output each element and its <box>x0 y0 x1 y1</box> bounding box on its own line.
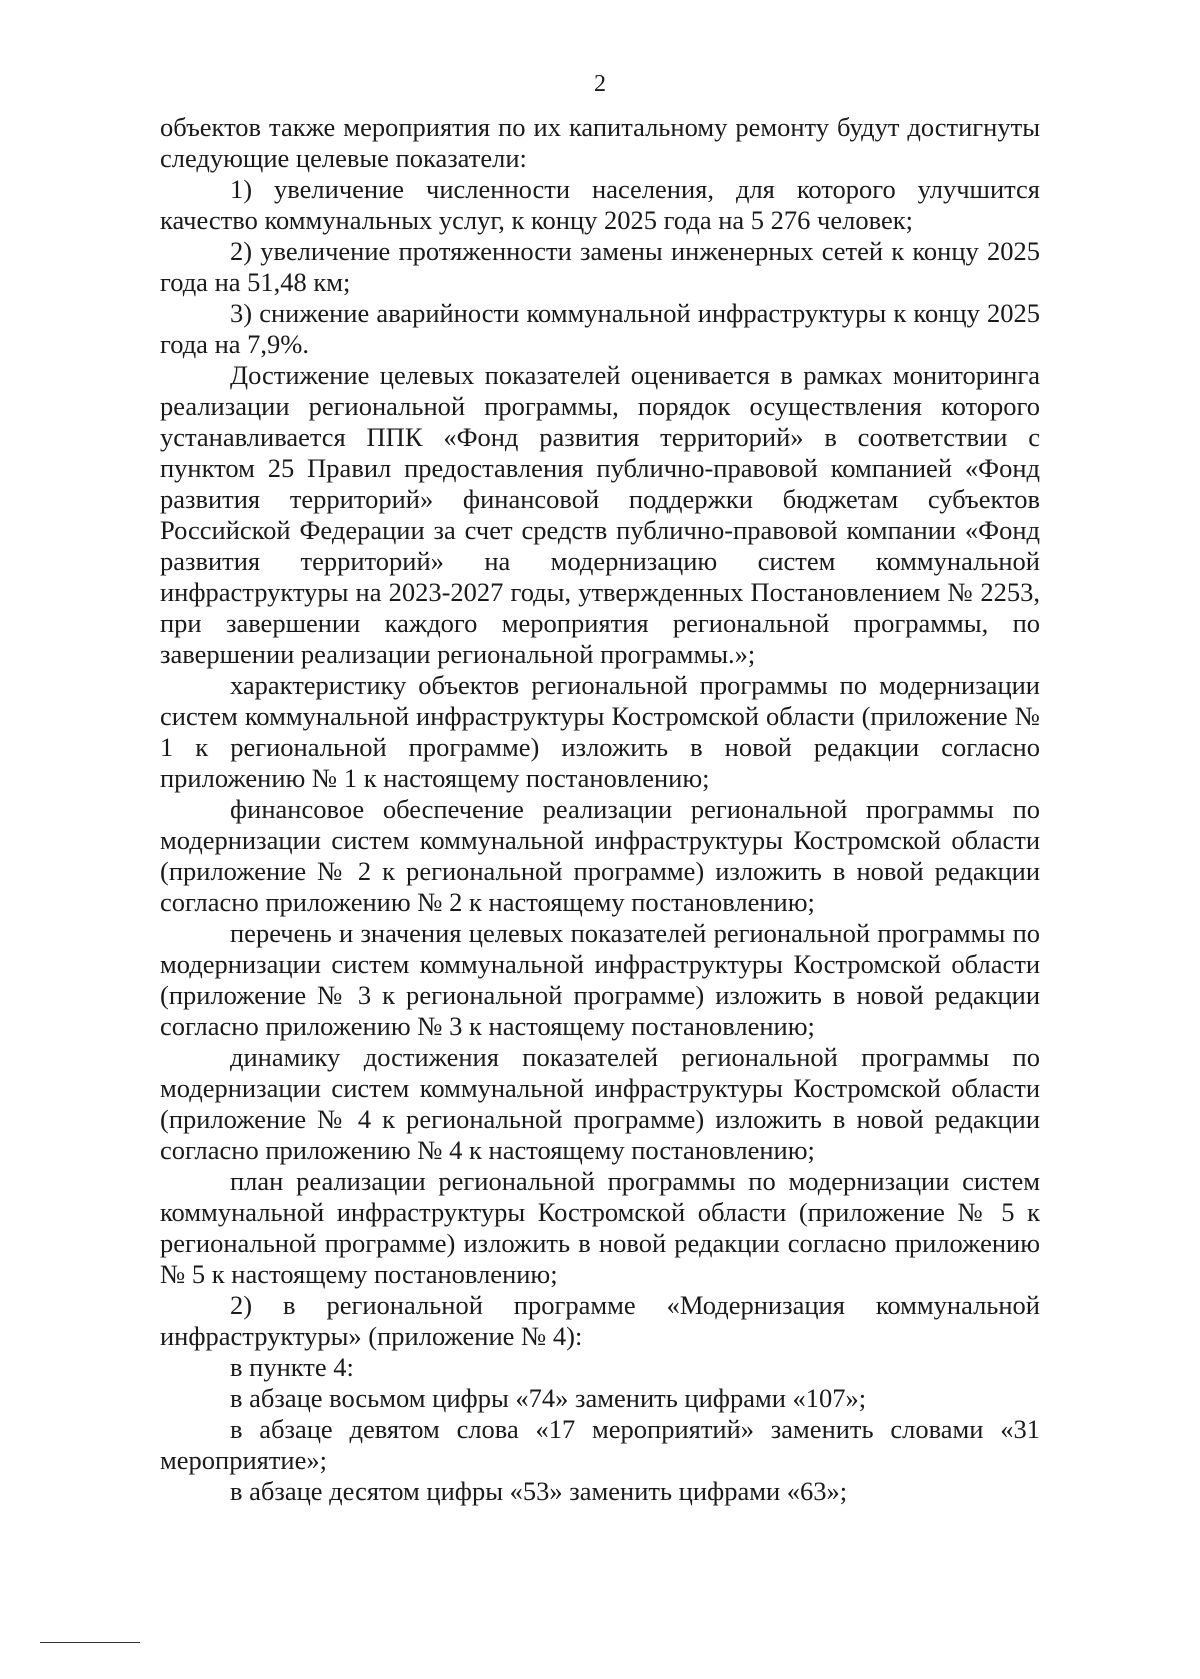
paragraph-point-4: в пункте 4: <box>230 1352 354 1382</box>
footer-divider <box>40 1642 140 1643</box>
page-number: 2 <box>594 71 606 97</box>
paragraph-abzac-9: в абзаце девятом слова «17 мероприятий» заменить словами «31 мероприятие»; <box>160 1414 1040 1475</box>
paragraph-appendix-3: перечень и значения целевых показателей региональной программы по модернизации систем коммунальной инфраструктуры Костромской области (приложение № 3 к региональной программе) изложить в новой редакции согласно приложению № 3 к настоящему постановлению; <box>160 918 1040 1041</box>
paragraph-program-modernization: 2) в региональной программе «Модернизация коммунальной инфраструктуры» (приложение № 4): <box>160 1290 1040 1351</box>
document-body <box>160 112 1040 1507</box>
paragraph-abzac-10: в абзаце десятом цифры «53» заменить цифрами «63»; <box>230 1476 848 1506</box>
paragraph-appendix-1: характеристику объектов региональной программы по модернизации систем коммунальной инфраструктуры Костромской области (приложение № 1 к региональной программе) изложить в новой редакции согласно приложению № 1 к настоящему постановлению; <box>160 670 1040 793</box>
paragraph-indicator-3: 3) снижение аварийности коммунальной инфраструктуры к концу 2025 года на 7,9%. <box>160 298 1040 359</box>
paragraph-indicator-2: 2) увеличение протяженности замены инженерных сетей к концу 2025 года на 51,48 км; <box>160 236 1040 297</box>
paragraph-appendix-5: план реализации региональной программы по модернизации систем коммунальной инфраструктуры Костромской области (приложение № 5 к региональной программе) изложить в новой редакции согласно приложению № 5 к настоящему постановлению; <box>160 1166 1040 1289</box>
paragraph-continuation: объектов также мероприятия по их капитальному ремонту будут достигнуты следующие целевые показатели: <box>160 112 1040 173</box>
paragraph-abzac-8: в абзаце восьмом цифры «74» заменить цифрами «107»; <box>230 1383 867 1413</box>
paragraph-appendix-2: финансовое обеспечение реализации региональной программы по модернизации систем коммунальной инфраструктуры Костромской области (приложение № 2 к региональной программе) изложить в новой редакции согласно приложению № 2 к настоящему постановлению; <box>160 794 1040 917</box>
paragraph-monitoring: Достижение целевых показателей оценивается в рамках мониторинга реализации региональной программы, порядок осуществления которого устанавливается ППК «Фонд развития территорий» в соответствии с пунктом 25 Правил предоставления публично-правовой компанией «Фонд развития территорий» финансовой поддержки бюджетам субъектов Российской Федерации за счет средств публично-правовой компании «Фонд развития территорий» на модернизацию систем коммунальной инфраструктуры на 2023-2027 годы, утвержденных Постановлением № 2253, при завершении каждого мероприятия региональной программы, по завершении реализации региональной программы.»; <box>160 360 1040 669</box>
paragraph-appendix-4: динамику достижения показателей региональной программы по модернизации систем коммунальной инфраструктуры Костромской области (приложение № 4 к региональной программе) изложить в новой редакции согласно приложению № 4 к настоящему постановлению; <box>160 1042 1040 1165</box>
paragraph-indicator-1: 1) увеличение численности населения, для которого улучшится качество коммунальных услуг, к концу 2025 года на 5 276 человек; <box>160 174 1040 235</box>
